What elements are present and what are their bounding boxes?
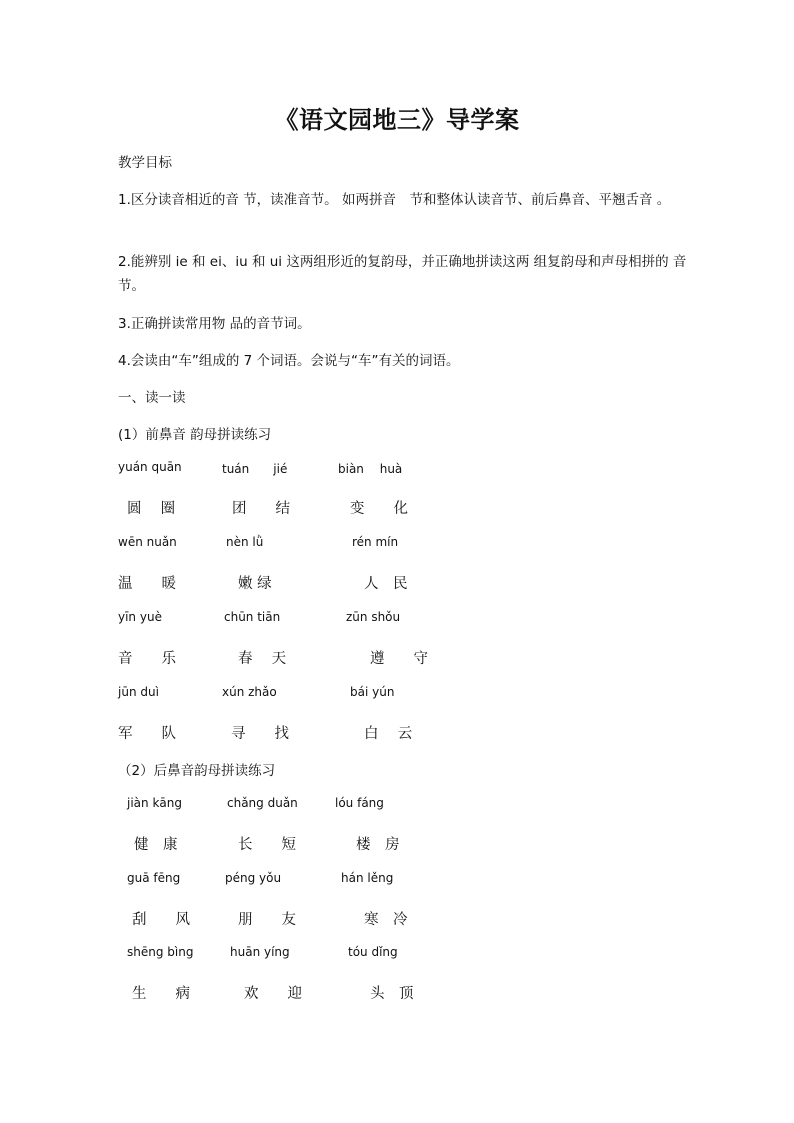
pinyin-row (0, 610, 794, 634)
goals-heading: 教学目标 (118, 155, 172, 171)
pinyin-word: jūn duì (118, 685, 159, 699)
pinyin-word: wēn nuǎn (118, 535, 177, 549)
pinyin-word: bái yún (350, 685, 395, 699)
pinyin-word: tóu dǐng (348, 945, 398, 959)
hanzi-row (0, 833, 794, 857)
hanzi-row (0, 497, 794, 521)
hanzi-word: 圆 圈 (127, 501, 176, 517)
hanzi-word: 生 病 (132, 986, 190, 1002)
hanzi-row (0, 647, 794, 671)
pinyin-word: guā fēng (127, 871, 181, 885)
hanzi-word: 团 结 (232, 501, 290, 517)
hanzi-word: 白 云 (364, 726, 413, 742)
hanzi-word: 楼 房 (356, 837, 400, 853)
hanzi-word: 头 顶 (370, 986, 414, 1002)
hanzi-word: 温 暖 (118, 576, 176, 592)
pinyin-row (0, 685, 794, 709)
pinyin-word: jiàn kāng (127, 796, 182, 810)
hanzi-word: 欢 迎 (244, 986, 302, 1002)
pinyin-word: shēng bìng (127, 945, 194, 959)
goal-1: 1.区分读音相近的音 节，读准音节。 如两拼音 节和整体认读音节、前后鼻音、平翘舌音 。 (118, 192, 671, 208)
hanzi-word: 军 队 (118, 726, 176, 742)
hanzi-word: 春 天 (238, 651, 287, 667)
pinyin-word: yuán quān (118, 460, 182, 474)
sub2-heading: （2）后鼻音韵母拼读练习 (118, 763, 276, 779)
hanzi-word: 刮 风 (132, 912, 190, 928)
pinyin-word: lóu fáng (335, 796, 384, 810)
pinyin-word: chūn tiān (224, 610, 281, 624)
pinyin-word: huān yíng (230, 945, 290, 959)
pinyin-row (0, 460, 794, 484)
pinyin-word: xún zhǎo (222, 685, 277, 699)
sub1-heading: (1）前鼻音 韵母拼读练习 (118, 427, 272, 443)
goal-3: 3.正确拼读常用物 品的音节词。 (118, 316, 311, 332)
hanzi-row (0, 982, 794, 1006)
pinyin-word: tuán jié (222, 462, 288, 476)
page-title: 《语文园地三》导学案 (274, 105, 520, 134)
hanzi-word: 嫩 绿 (238, 576, 272, 592)
hanzi-word: 长 短 (238, 837, 296, 853)
pinyin-word: rén mín (352, 535, 399, 549)
pinyin-row (0, 796, 794, 820)
pinyin-row (0, 945, 794, 969)
hanzi-row (0, 722, 794, 746)
goal-4: 4.会读由“车”组成的 7 个词语。会说与“车”有关的词语。 (118, 353, 460, 369)
hanzi-word: 变 化 (350, 501, 408, 517)
hanzi-row (0, 908, 794, 932)
hanzi-word: 朋 友 (238, 912, 296, 928)
pinyin-word: zūn shǒu (346, 610, 401, 624)
hanzi-word: 音 乐 (118, 651, 176, 667)
pinyin-word: yīn yuè (118, 610, 162, 624)
hanzi-word: 寒 冷 (364, 912, 408, 928)
pinyin-word: biàn huà (338, 462, 403, 476)
hanzi-word: 健 康 (134, 837, 178, 853)
hanzi-word: 寻 找 (231, 726, 289, 742)
hanzi-word: 人 民 (364, 576, 408, 592)
pinyin-word: hán lěng (341, 871, 394, 885)
pinyin-row (0, 871, 794, 895)
pinyin-word: nèn lǜ (226, 535, 264, 549)
pinyin-word: péng yǒu (225, 871, 282, 885)
hanzi-row (0, 572, 794, 596)
pinyin-word: chǎng duǎn (227, 796, 298, 810)
pinyin-row (0, 535, 794, 559)
hanzi-word: 遵 守 (370, 651, 428, 667)
goal-2: 2.能辨别 ie 和 ei、iu 和 ui 这两组形近的复韵母，并正确地拼读这两 组复韵母和声母相拼的 音节。 (118, 254, 687, 294)
section-heading: 一、读一读 (118, 390, 186, 406)
